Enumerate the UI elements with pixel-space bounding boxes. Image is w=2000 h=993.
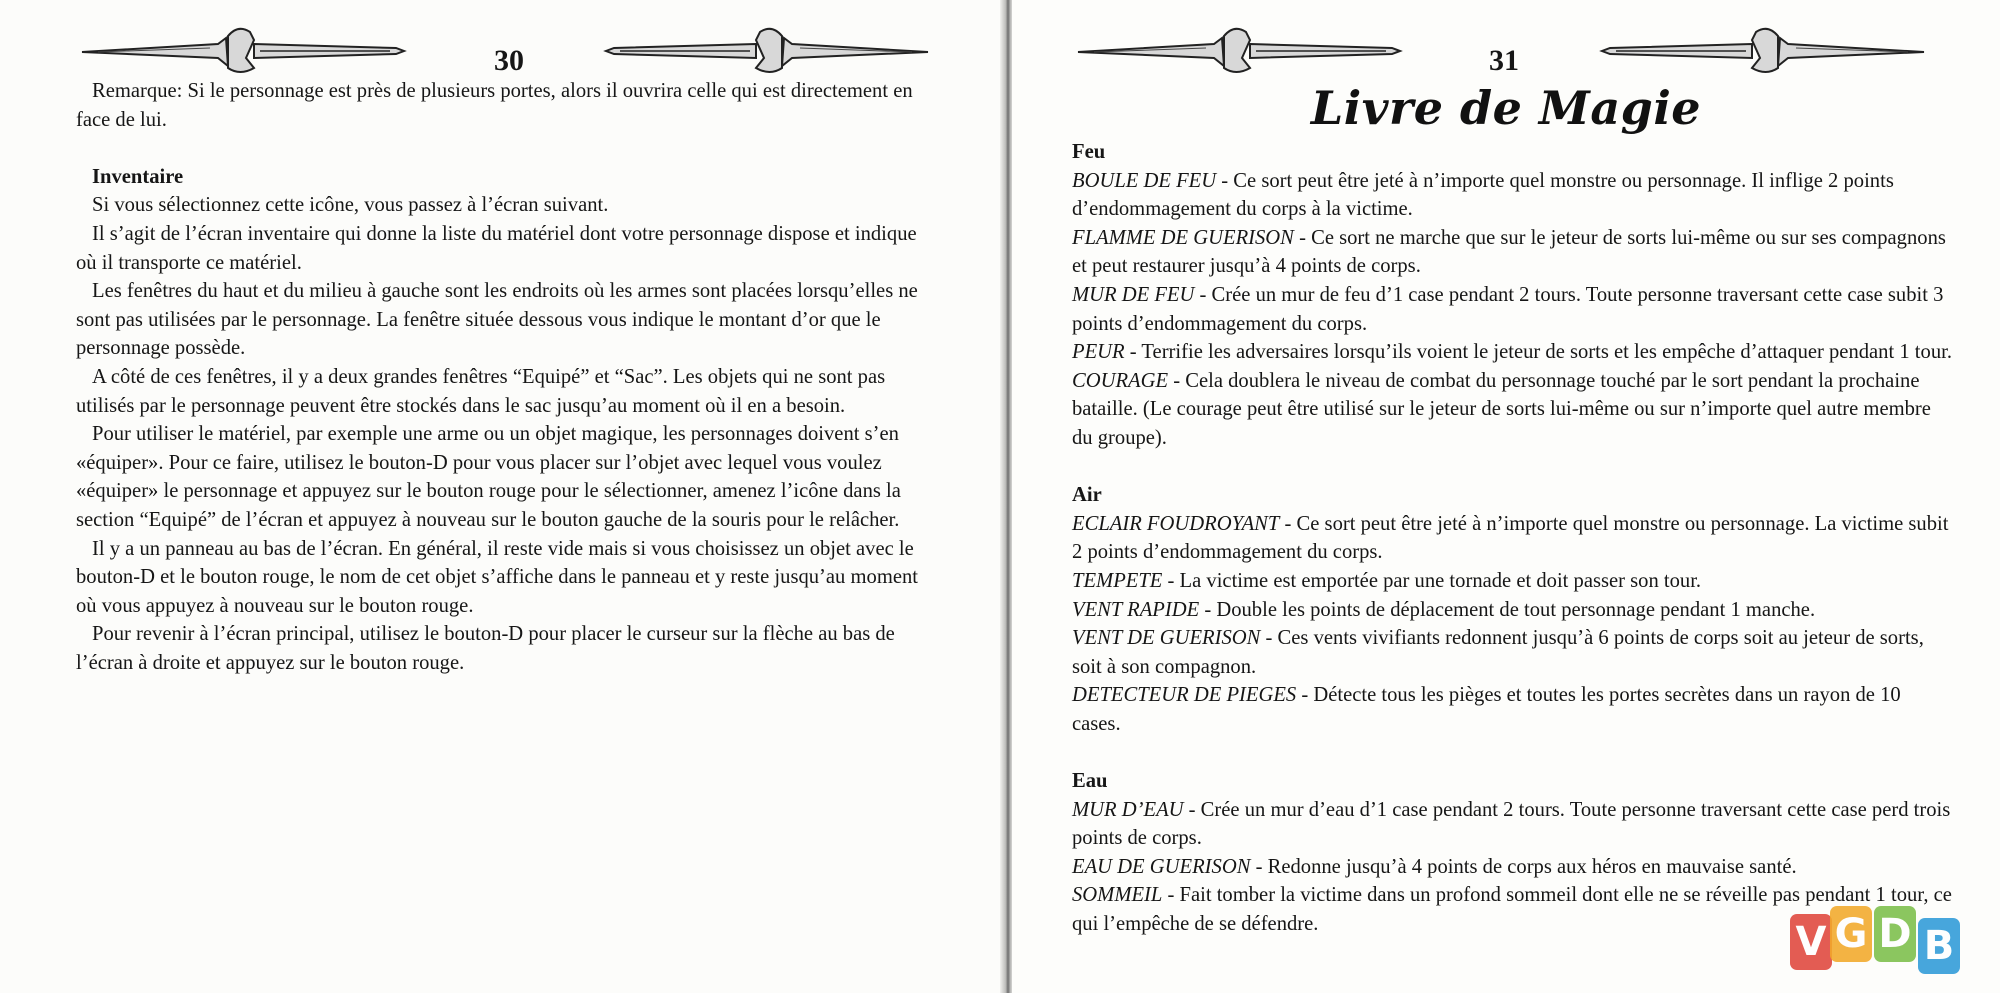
spell-entry	[1072, 624, 1952, 681]
spell-description: - Crée un mur d’eau d’1 case pendant 2 tours. Toute personne traversant cette case perd trois points de corps.	[1072, 798, 1951, 850]
spell-name: VENT RAPIDE	[1072, 598, 1200, 621]
right-page	[1012, 0, 2000, 993]
paragraph-spacer	[76, 134, 936, 163]
element-heading: Air	[1072, 484, 1102, 507]
spell-name: SOMMEIL	[1072, 884, 1163, 907]
spell-name: VENT DE GUERISON	[1072, 627, 1261, 650]
spell-name: BOULE DE FEU	[1072, 169, 1217, 192]
spell-name: PEUR	[1072, 341, 1125, 364]
sword-ornament-left-icon	[78, 18, 408, 78]
spell-description: - Ce sort peut être jeté à n’importe quel monstre ou personnage. La victime subit 2 points d’endommagement du corps.	[1072, 512, 1949, 564]
spell-entry	[1072, 281, 1952, 338]
body-paragraph: Les fenêtres du haut et du milieu à gauche sont les endroits où les armes sont placées lorsqu’elles ne sont pas utilisées par le personnage. La fenêtre située dessous vous indique le montant d’or que le personnage possède.	[76, 280, 918, 360]
spell-entry	[1072, 796, 1952, 853]
watermark-letter-tile: D	[1874, 906, 1916, 962]
left-page-header	[0, 18, 1006, 78]
spell-entry	[1072, 167, 1952, 224]
element-heading: Eau	[1072, 770, 1108, 793]
spell-name: ECLAIR FOUDROYANT	[1072, 512, 1280, 535]
spell-entry	[1072, 596, 1952, 625]
watermark-letter-tile: G	[1830, 906, 1872, 962]
spell-description: - Redonne jusqu’à 4 points de corps aux héros en mauvaise santé.	[1250, 855, 1797, 878]
spell-description: - Fait tomber la victime dans un profond sommeil dont elle ne se réveille pas pendant 1 tour, ce qui l’empêche de se défendre.	[1072, 884, 1952, 936]
page-number: 30	[494, 44, 524, 77]
spell-description: - La victime est emportée par une tornade et doit passer son tour.	[1162, 569, 1702, 592]
spell-name: EAU DE GUERISON	[1072, 855, 1251, 878]
spell-description: - Terrifie les adversaires lorsqu’ils voient le jeteur de sorts et les empêche d’attaquer pendant 1 tour.	[1124, 341, 1952, 364]
spell-entry	[1072, 681, 1952, 738]
spell-entry	[1072, 510, 1952, 567]
right-page-body	[1072, 138, 1952, 939]
spell-description: - Ce sort peut être jeté à n’importe quel monstre ou personnage. Il inflige 2 points d’endommagement du corps à la victime.	[1072, 169, 1894, 221]
spell-description: - Ce sort ne marche que sur le jeteur de sorts lui-même ou sur ses compagnons et peut restaurer jusqu’à 4 points de corps.	[1072, 226, 1946, 278]
body-paragraph: Il s’agit de l’écran inventaire qui donne la liste du matériel dont votre personnage dispose et indique où il transporte ce matériel.	[76, 222, 917, 274]
section-heading: Inventaire	[92, 165, 184, 188]
spell-name: COURAGE	[1072, 369, 1169, 392]
element-heading: Feu	[1072, 141, 1106, 163]
left-page-body	[76, 77, 936, 677]
spell-entry	[1072, 567, 1952, 596]
spell-description: - Détecte tous les pièges et toutes les portes secrètes dans un rayon de 10 cases.	[1072, 684, 1901, 735]
spell-description: - Ces vents vivifiants redonnent jusqu’à 6 points de corps soit au jeteur de sorts, soit à son compagnon.	[1072, 627, 1924, 678]
page-number: 31	[1489, 44, 1519, 77]
vgdb-watermark-logo	[1790, 904, 1990, 984]
spell-entry	[1072, 224, 1952, 281]
spell-entry	[1072, 853, 1952, 882]
right-page-header	[1012, 18, 2000, 78]
section-spacer	[1072, 738, 1952, 767]
sword-ornament-right-icon	[1598, 18, 1928, 78]
sword-ornament-right-icon	[602, 18, 932, 78]
spell-description: - Crée un mur de feu d’1 case pendant 2 tours. Toute personne traversant cette case subit 3 points d’endommagement du corps.	[1072, 283, 1944, 335]
section-spacer	[1072, 453, 1952, 482]
body-paragraph: Pour utiliser le matériel, par exemple une arme ou un objet magique, les personnages doivent s’en «équiper». Pour ce faire, utilisez le bouton-D pour vous placer sur l’objet avec lequel vous voulez «équiper» le personnage et appuyez sur le bouton rouge pour le sélectionner, amenez l’icône dans la section “Equipé” de l’écran et appuyez à nouveau sur le bouton gauche de la souris pour le relâcher.	[76, 423, 901, 531]
body-paragraph: Si vous sélectionnez cette icône, vous passez à l’écran suivant.	[92, 194, 609, 217]
spell-entry	[1072, 338, 1952, 367]
spell-name: MUR DE FEU	[1072, 283, 1195, 306]
page-title: Livre de Magie	[1310, 81, 1702, 135]
spell-description: - Double les points de déplacement de tout personnage pendant 1 manche.	[1199, 598, 1816, 621]
spell-name: FLAMME DE GUERISON	[1072, 226, 1294, 249]
body-paragraph: Remarque: Si le personnage est près de plusieurs portes, alors il ouvrira celle qui est directement en face de lui.	[76, 80, 913, 131]
watermark-letter-tile: V	[1790, 914, 1832, 970]
watermark-letter-tile: B	[1918, 918, 1960, 974]
body-paragraph: A côté de ces fenêtres, il y a deux grandes fenêtres “Equipé” et “Sac”. Les objets qui ne sont pas utilisés par le personnage peuvent être stockés dans le sac jusqu’au moment où il en a besoin.	[76, 365, 886, 417]
body-paragraph: Pour revenir à l’écran principal, utilisez le bouton-D pour placer le curseur sur la flèche au bas de l’écran à droite et appuyez sur le bouton rouge.	[76, 623, 895, 674]
sword-ornament-left-icon	[1074, 18, 1404, 78]
spell-entry	[1072, 367, 1952, 453]
spell-name: DETECTEUR DE PIEGES	[1072, 684, 1297, 707]
body-paragraph: Il y a un panneau au bas de l’écran. En général, il reste vide mais si vous choisissez un objet avec le bouton-D et le bouton rouge, le nom de cet objet s’affiche dans le panneau et y reste jusqu’au moment où vous appuyez à nouveau sur le bouton rouge.	[76, 537, 918, 617]
spell-name: MUR D’EAU	[1072, 798, 1184, 821]
spell-description: - Cela doublera le niveau de combat du personnage touché par le sort pendant la prochaine bataille. (Le courage peut être utilisé sur le jeteur de sorts lui-même ou sur n’importe quel autre membre du groupe).	[1072, 369, 1931, 449]
spell-name: TEMPETE	[1072, 569, 1163, 592]
